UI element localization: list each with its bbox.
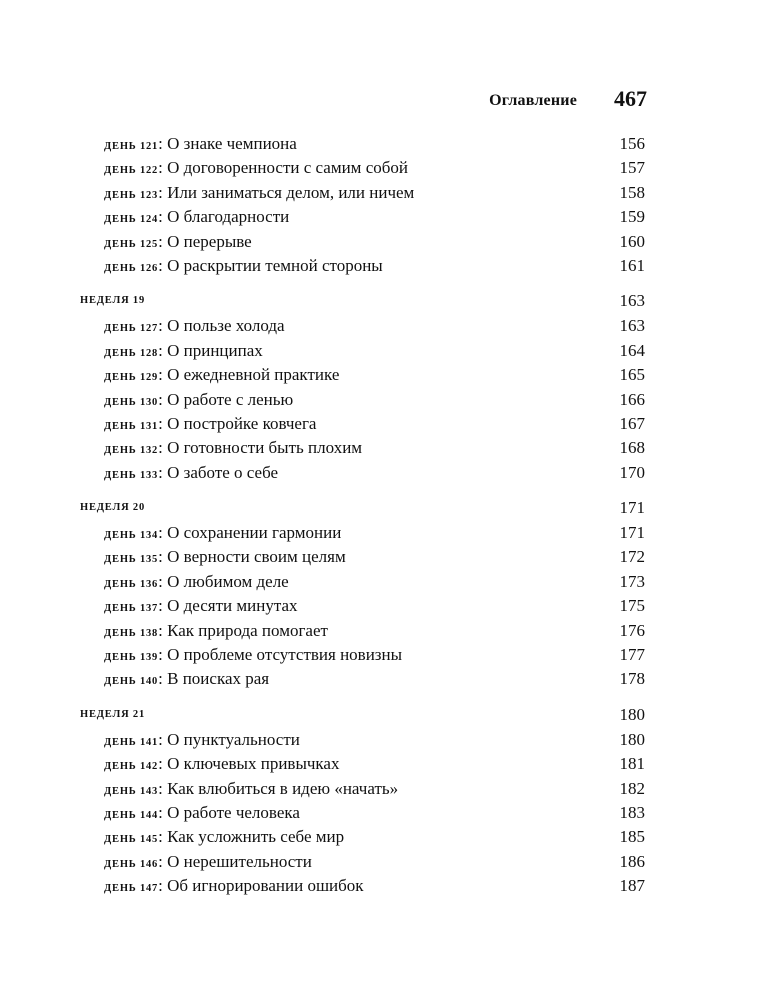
entry-label [104, 594, 298, 621]
week-label: НЕДЕЛЯ 21 [80, 708, 145, 720]
entry-title: О пользе холода [167, 316, 285, 336]
day-label: ДЕНЬ 146 [104, 858, 159, 870]
day-label: ДЕНЬ 145 [104, 834, 159, 846]
page-number: 467 [614, 86, 647, 111]
entry-title: О ежедневной практике [167, 365, 340, 385]
day-label: ДЕНЬ 133 [104, 469, 159, 481]
entry-label [104, 825, 344, 852]
entry-title: О десяти минутах [167, 596, 298, 616]
day-separator: : [158, 876, 168, 896]
day-separator: : [158, 645, 168, 665]
entry-label [104, 545, 346, 572]
day-label: ДЕНЬ 124 [104, 214, 159, 226]
toc-entry[interactable] [0, 874, 759, 898]
entry-label [104, 156, 408, 183]
entry-label [104, 230, 252, 257]
entry-title: О любимом деле [167, 571, 289, 591]
week-page-number: 180 [619, 704, 645, 724]
day-separator: : [158, 438, 168, 458]
day-label: ДЕНЬ 143 [104, 785, 159, 797]
entry-label [104, 388, 293, 415]
toc-entry[interactable] [0, 752, 759, 776]
toc-entry[interactable] [0, 728, 759, 752]
day-label: ДЕНЬ 129 [104, 372, 159, 384]
day-separator: : [158, 462, 168, 482]
entry-title: О раскрытии темной стороны [167, 255, 383, 275]
entry-page-number: 187 [619, 876, 645, 896]
toc-entry[interactable] [0, 619, 759, 643]
entry-page-number: 167 [619, 413, 645, 433]
day-separator: : [158, 413, 168, 433]
entry-title: Как усложнить себе мир [167, 827, 345, 847]
day-label: ДЕНЬ 127 [104, 323, 159, 335]
day-label: ДЕНЬ 147 [104, 883, 159, 895]
toc-entry[interactable] [0, 801, 759, 825]
entry-page-number: 178 [619, 669, 645, 689]
entry-page-number: 163 [619, 316, 645, 336]
day-separator: : [158, 255, 168, 275]
entry-label [104, 801, 300, 828]
toc-entry[interactable] [0, 850, 759, 874]
day-label: ДЕНЬ 137 [104, 603, 159, 615]
toc-entry[interactable] [0, 132, 759, 156]
entry-page-number: 180 [619, 729, 645, 749]
day-label: ДЕНЬ 138 [104, 627, 159, 639]
entry-page-number: 166 [619, 389, 645, 409]
toc-entry[interactable] [0, 825, 759, 849]
toc-entry[interactable] [0, 667, 759, 691]
day-separator: : [158, 827, 168, 847]
toc-section [0, 132, 759, 278]
entry-page-number: 171 [619, 523, 645, 543]
entry-page-number: 158 [619, 182, 645, 202]
entry-label [104, 436, 362, 463]
entry-page-number: 186 [619, 851, 645, 871]
entry-page-number: 160 [619, 231, 645, 251]
entry-title: О проблеме отсутствия новизны [167, 645, 403, 665]
table-of-contents [0, 132, 759, 908]
entry-title: О постройке ковчега [167, 413, 317, 433]
entry-page-number: 176 [619, 620, 645, 640]
entry-title: О заботе о себе [167, 462, 279, 482]
day-separator: : [158, 231, 168, 251]
toc-entry[interactable] [0, 363, 759, 387]
toc-week-row[interactable] [0, 701, 759, 728]
toc-entry[interactable] [0, 205, 759, 229]
entry-label [104, 205, 289, 232]
entry-label [104, 777, 398, 804]
entry-title: Как влюбиться в идею «начать» [167, 778, 399, 798]
day-separator: : [158, 523, 168, 543]
day-label: ДЕНЬ 130 [104, 396, 159, 408]
entry-page-number: 159 [619, 207, 645, 227]
entry-page-number: 164 [619, 340, 645, 360]
entry-page-number: 165 [619, 365, 645, 385]
entry-page-number: 172 [619, 547, 645, 567]
toc-entry[interactable] [0, 181, 759, 205]
day-label: ДЕНЬ 126 [104, 262, 159, 274]
toc-entry[interactable] [0, 643, 759, 667]
day-separator: : [158, 207, 168, 227]
toc-section [0, 701, 759, 899]
day-separator: : [158, 316, 168, 336]
entry-label [104, 521, 341, 548]
entry-label [104, 752, 339, 779]
week-label: НЕДЕЛЯ 19 [80, 295, 145, 307]
entry-page-number: 161 [619, 255, 645, 275]
day-separator: : [158, 340, 168, 360]
entry-label [104, 132, 297, 159]
toc-entry[interactable] [0, 230, 759, 254]
entry-title: О ключевых привычках [167, 754, 340, 774]
entry-label [104, 619, 328, 646]
running-header [0, 86, 759, 116]
entry-page-number: 177 [619, 645, 645, 665]
toc-section [0, 494, 759, 692]
day-separator: : [158, 158, 168, 178]
day-separator: : [158, 620, 168, 640]
day-label: ДЕНЬ 131 [104, 420, 159, 432]
entry-title: О перерыве [167, 231, 252, 251]
toc-week-row[interactable] [0, 494, 759, 521]
day-separator: : [158, 669, 168, 689]
entry-label [104, 874, 364, 901]
toc-entry[interactable] [0, 436, 759, 460]
week-page-number: 163 [619, 291, 645, 311]
day-label: ДЕНЬ 134 [104, 530, 159, 542]
day-label: ДЕНЬ 139 [104, 652, 159, 664]
entry-label [104, 461, 278, 488]
day-label: ДЕНЬ 141 [104, 736, 159, 748]
entry-title: О нерешительности [167, 851, 312, 871]
entry-title: О верности своим целям [167, 547, 346, 567]
entry-label [104, 363, 339, 390]
toc-entry[interactable] [0, 594, 759, 618]
toc-entry[interactable] [0, 339, 759, 363]
entry-page-number: 183 [619, 802, 645, 822]
day-separator: : [158, 802, 168, 822]
entry-title: О работе с ленью [167, 389, 294, 409]
toc-entry[interactable] [0, 412, 759, 436]
toc-week-row[interactable] [0, 287, 759, 314]
entry-title: О готовности быть плохим [167, 438, 363, 458]
entry-label [104, 314, 285, 341]
entry-title: О договоренности с самим собой [167, 158, 408, 178]
day-label: ДЕНЬ 121 [104, 141, 159, 152]
entry-page-number: 156 [619, 134, 645, 153]
entry-title: Как природа помогает [167, 620, 328, 640]
entry-label [104, 850, 312, 877]
toc-entry[interactable] [0, 461, 759, 485]
day-separator: : [158, 365, 168, 385]
toc-entry[interactable] [0, 570, 759, 594]
entry-label [104, 412, 316, 439]
entry-label [104, 181, 414, 208]
toc-entry[interactable] [0, 156, 759, 180]
entry-page-number: 173 [619, 571, 645, 591]
day-separator: : [158, 851, 168, 871]
entry-page-number: 175 [619, 596, 645, 616]
entry-page-number: 185 [619, 827, 645, 847]
entry-label [104, 643, 402, 670]
day-separator: : [158, 596, 168, 616]
day-separator: : [158, 134, 168, 153]
toc-entry[interactable] [0, 521, 759, 545]
day-separator: : [158, 182, 168, 202]
entry-title: Или заниматься делом, или ничем [167, 182, 415, 202]
day-label: ДЕНЬ 136 [104, 578, 159, 590]
toc-entry[interactable] [0, 254, 759, 278]
day-separator: : [158, 547, 168, 567]
entry-title: О благодарности [167, 207, 290, 227]
day-separator: : [158, 729, 168, 749]
toc-entry[interactable] [0, 545, 759, 569]
toc-section [0, 287, 759, 485]
entry-title: О знаке чемпиона [167, 134, 297, 153]
entry-title: О работе человека [167, 802, 300, 822]
toc-entry[interactable] [0, 777, 759, 801]
day-separator: : [158, 571, 168, 591]
toc-entry[interactable] [0, 314, 759, 338]
entry-page-number: 170 [619, 462, 645, 482]
running-header-title: Оглавление [489, 92, 577, 109]
entry-title: О сохранении гармонии [167, 523, 342, 543]
entry-page-number: 181 [619, 754, 645, 774]
entry-label [104, 667, 269, 694]
entry-title: О принципах [167, 340, 263, 360]
entry-label [104, 570, 289, 597]
day-label: ДЕНЬ 132 [104, 445, 159, 457]
entry-page-number: 157 [619, 158, 645, 178]
entry-label [104, 339, 263, 366]
week-page-number: 171 [619, 498, 645, 518]
entry-title: В поисках рая [167, 669, 270, 689]
entry-label [104, 254, 383, 281]
day-separator: : [158, 754, 168, 774]
day-label: ДЕНЬ 144 [104, 809, 159, 821]
day-label: ДЕНЬ 123 [104, 189, 159, 201]
toc-entry[interactable] [0, 388, 759, 412]
day-label: ДЕНЬ 142 [104, 761, 159, 773]
entry-page-number: 182 [619, 778, 645, 798]
day-separator: : [158, 389, 168, 409]
day-label: ДЕНЬ 140 [104, 676, 159, 688]
week-label: НЕДЕЛЯ 20 [80, 502, 145, 514]
entry-title: Об игнорировании ошибок [167, 876, 364, 896]
day-label: ДЕНЬ 122 [104, 165, 159, 177]
entry-title: О пунктуальности [167, 729, 300, 749]
day-label: ДЕНЬ 128 [104, 347, 159, 359]
entry-page-number: 168 [619, 438, 645, 458]
day-label: ДЕНЬ 125 [104, 238, 159, 250]
day-label: ДЕНЬ 135 [104, 554, 159, 566]
entry-label [104, 728, 300, 755]
day-separator: : [158, 778, 168, 798]
